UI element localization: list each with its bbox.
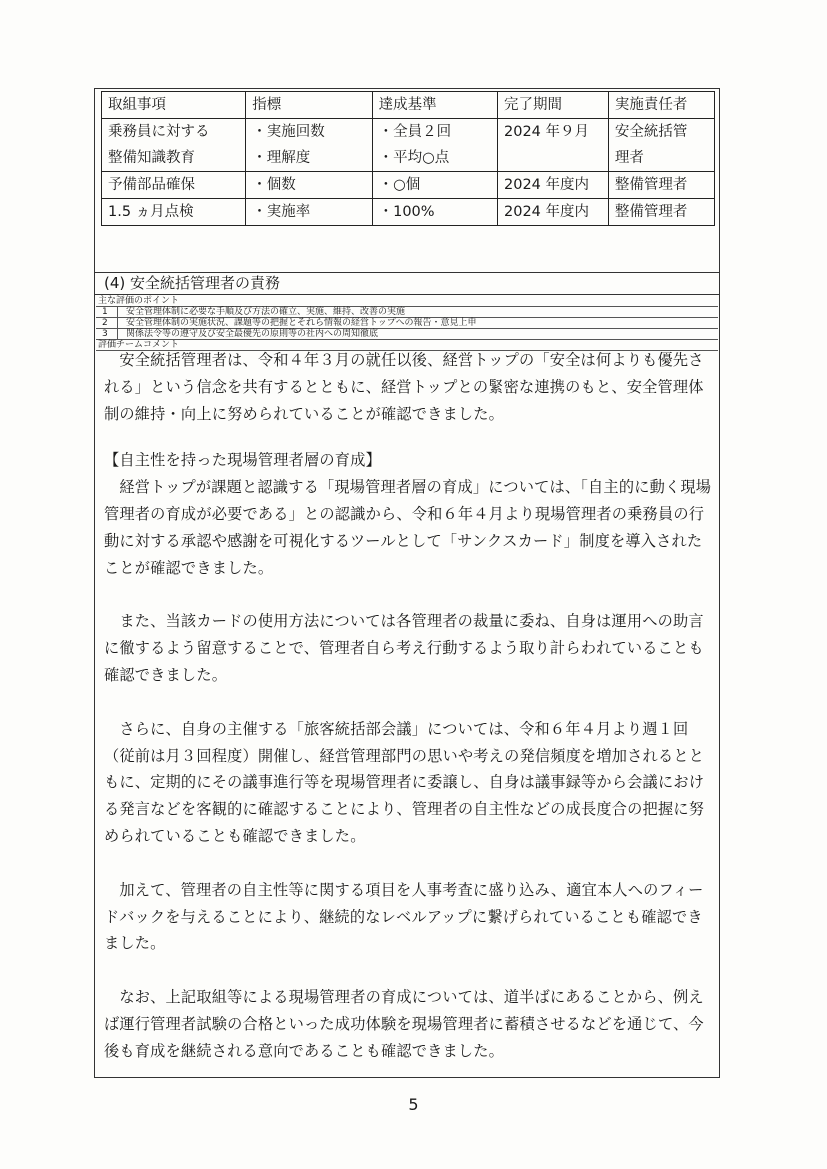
cell-text: 整備知識教育	[108, 150, 195, 166]
header-indicator: 指標	[246, 92, 372, 119]
paragraph: さらに、自身の主催する「旅客統括部会議」については、令和６年４月より週１回（従前は月３回程度）開催し、経営管理部門の思いや考えの発信頻度を増加されるとともに、定期的にその議事進行等を現場管理者に委譲し、自身は議事録等から会議における発言などを客観的に確認することにより、管理者の自主性などの成長度合の把握に努められていることも確認できました。	[104, 719, 705, 845]
cell-period: 2024 年９月	[498, 119, 609, 172]
cell-owner: 整備管理者	[608, 199, 714, 226]
cell-period: 2024 年度内	[498, 199, 609, 226]
cell-item: 1.5 ヵ月点検	[102, 199, 246, 226]
action-plan-table	[101, 91, 715, 226]
paragraph: 加えて、管理者の自主性等に関する項目を人事考査に盛り込み、適宜本人へのフィードバックを与えることにより、継続的なレベルアップに繋げられていることも確認できました。	[104, 880, 704, 953]
cell-indicator	[246, 119, 372, 172]
cell-criteria	[372, 119, 497, 172]
cell-item	[102, 119, 246, 172]
points-label-row	[96, 296, 718, 307]
point-number: 1	[96, 307, 118, 317]
cell-indicator: ・実施率	[246, 199, 372, 226]
points-label: 主な評価のポイント	[98, 296, 180, 306]
cell-criteria: ・○個	[372, 172, 497, 199]
cell-text: 理者	[614, 150, 644, 166]
point-text: 関係法令等の遵守及び安全最優先の原則等の社内への周知徹底	[126, 329, 379, 339]
header-period: 完了期間	[498, 92, 609, 119]
paragraph: なお、上記取組等による現場管理者の育成については、道半ばにあることから、例えば運行管理者試験の合格といった成功体験を現場管理者に蓄積させるなどを通じて、今後も育成を継続される意向であることも確認できました。	[104, 988, 704, 1060]
point-text: 安全管理体制の実施状況、課題等の把握とそれら情報の経営トップへの報告・意見上申	[126, 318, 477, 328]
cell-text: 安全統括管	[614, 124, 688, 140]
cell-text: ・全員２回	[378, 124, 452, 140]
point-row	[96, 318, 718, 329]
paragraph-intro: 安全統括管理者は、令和４年３月の就任以後、経営トップの「安全は何よりも優先される」という信念を共有するとともに、経営トップとの緊密な連携のもと、安全管理体制の維持・向上に努められていることが確認できました。	[104, 351, 704, 423]
table-row	[102, 119, 715, 172]
cell-item: 予備部品確保	[102, 172, 246, 199]
comment-body	[104, 347, 716, 1065]
cell-text: ・理解度	[252, 150, 311, 166]
cell-indicator: ・個数	[246, 172, 372, 199]
cell-criteria: ・100%	[372, 199, 497, 226]
paragraph: 経営トップが課題と認識する「現場管理者層の育成」については、「自主的に動く現場管理者の育成が必要である」との認識から、令和６年４月より現場管理者の乗務員の行動に対する承認や感謝を可視化するツールとして「サンクスカード」制度を導入されたことが確認できました。	[104, 478, 712, 577]
subsection-heading: 【自主性を持った現場管理者層の育成】	[104, 451, 381, 470]
comment-label: 評価チームコメント	[98, 340, 180, 350]
table-header-row	[102, 92, 715, 119]
header-criteria: 達成基準	[372, 92, 497, 119]
point-row	[96, 329, 718, 340]
point-number: 3	[96, 329, 118, 339]
header-item: 取組事項	[102, 92, 246, 119]
cell-text: ・実施回数	[252, 124, 325, 140]
cell-owner	[608, 119, 714, 172]
section-title: (4) 安全統括管理者の責務	[94, 272, 720, 295]
evaluation-points	[96, 296, 718, 351]
point-row	[96, 307, 718, 318]
table-row	[102, 199, 715, 226]
paragraph: また、当該カードの使用方法については各管理者の裁量に委ね、自身は運用への助言に徹するよう留意することで、管理者自ら考え行動するよう取り計らわれていることも確認できました。	[104, 612, 704, 684]
cell-owner: 整備管理者	[608, 172, 714, 199]
table-row	[102, 172, 715, 199]
point-number: 2	[96, 318, 118, 328]
cell-text: ・平均○点	[378, 150, 450, 166]
cell-text: 乗務員に対する	[108, 124, 210, 140]
page-number: 5	[408, 1095, 419, 1114]
cell-period: 2024 年度内	[498, 172, 609, 199]
point-text: 安全管理体制に必要な手順及び方法の確立、実施、維持、改善の実施	[126, 307, 406, 317]
header-owner: 実施責任者	[608, 92, 714, 119]
